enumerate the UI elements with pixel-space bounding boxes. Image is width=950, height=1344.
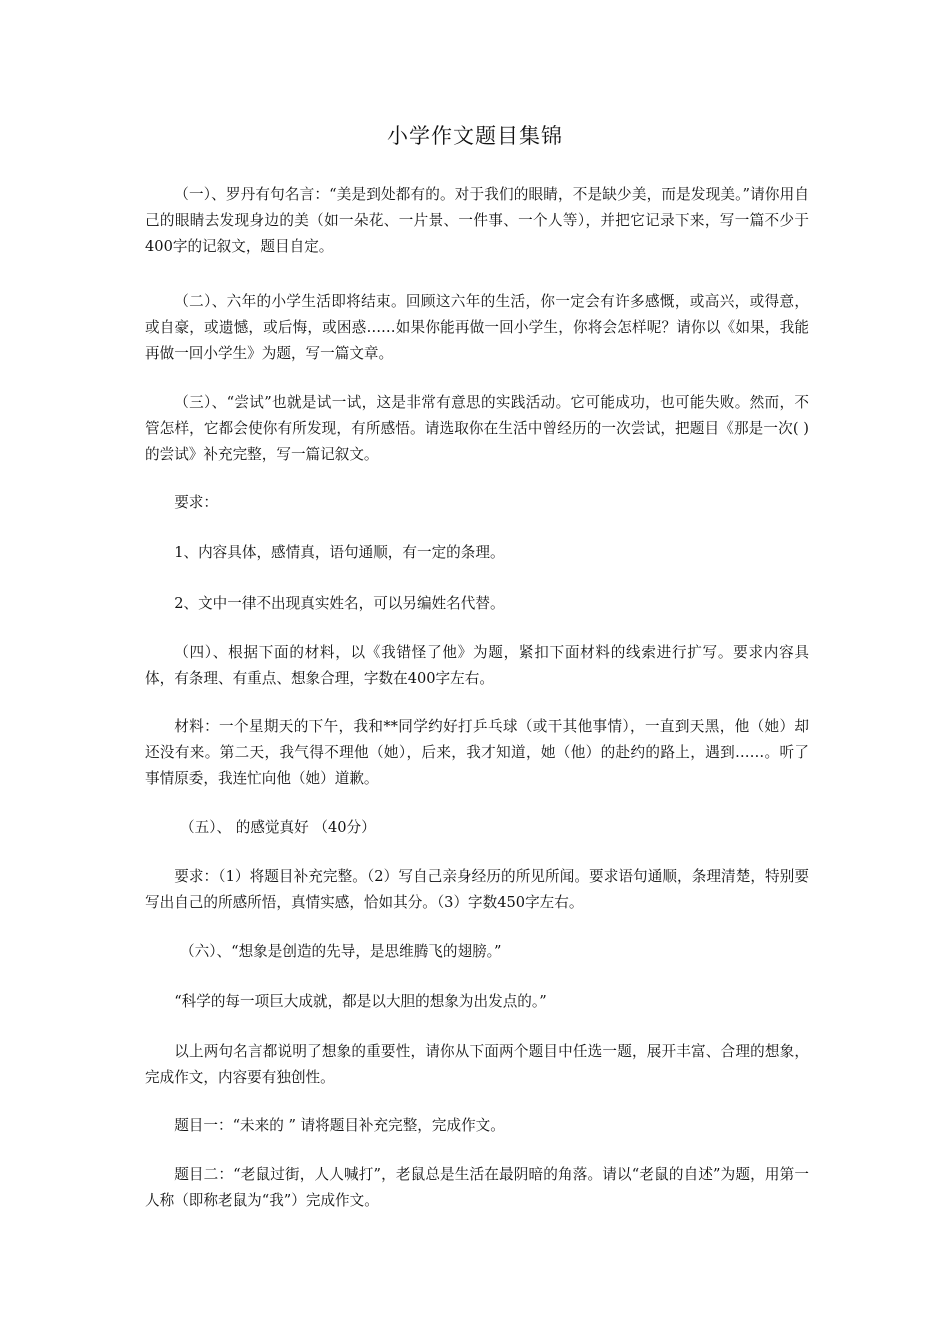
paragraph-topic-6-quote-2: “科学的每一项巨大成就，都是以大胆的想象为出发点的。”: [174, 993, 547, 1010]
paragraph-material: 材料：一个星期天的下午，我和**同学约好打乒乓球（或干其他事情），一直到天黑，他（她）却还没有来。第二天，我气得不理他（她），后来，我才知道，她（他）的赴约的路上，遇到……。听了事情原委，我连忙向他（她）道歉。: [145, 718, 809, 787]
paragraph-topic-3: （三）、“尝试”也就是试一试，这是非常有意思的实践活动。它可能成功，也可能失败。然而，不管怎样，它都会使你有所发现，有所感悟。请选取你在生活中曾经历的一次尝试，把题目《那是一次( )的尝试》补充完整，写一篇记叙文。: [145, 394, 809, 463]
paragraph-requirement-1: 1、内容具体，感情真，语句通顺，有一定的条理。: [174, 544, 505, 561]
document-title: 小学作文题目集锦: [387, 124, 563, 148]
paragraph-requirements-heading: 要求：: [174, 494, 218, 511]
paragraph-topic-6-instructions: 以上两句名言都说明了想象的重要性，请你从下面两个题目中任选一题，展开丰富、合理的想象，完成作文，内容要有独创性。: [145, 1043, 809, 1086]
paragraph-topic-1: （一）、罗丹有句名言：“美是到处都有的。对于我们的眼睛，不是缺少美，而是发现美。”请你用自己的眼睛去发现身边的美（如一朵花、一片景、一件事、一个人等），并把它记录下来，写一篇不少于400字的记叙文，题目自定。: [145, 186, 809, 255]
paragraph-topic-2: （二）、六年的小学生活即将结束。回顾这六年的生活，你一定会有许多感慨，或高兴，或得意，或自豪，或遗憾，或后悔，或困惑……如果你能再做一回小学生，你将会怎样呢？请你以《如果，我能再做一回小学生》为题，写一篇文章。: [145, 293, 809, 362]
paragraph-topic-5: （五）、 的感觉真好 （40分）: [180, 819, 376, 836]
paragraph-topic-4: （四）、根据下面的材料，以《我错怪了他》为题，紧扣下面材料的线索进行扩写。要求内容具体，有条理、有重点、想象合理，字数在400字左右。: [145, 644, 809, 687]
paragraph-topic-6-quote-1: （六）、“想象是创造的先导，是思维腾飞的翅膀。”: [180, 943, 502, 960]
paragraph-requirement-2: 2、文中一律不出现真实姓名，可以另编姓名代替。: [174, 595, 505, 612]
paragraph-topic-5-requirements: 要求：（1）将题目补充完整。（2）写自己亲身经历的所见所闻。要求语句通顺，条理清楚，特别要写出自己的所感所悟，真情实感，恰如其分。（3）字数450字左右。: [145, 868, 809, 911]
paragraph-option-1: 题目一：“未来的 ” 请将题目补充完整，完成作文。: [174, 1117, 505, 1134]
paragraph-option-2: 题目二：“老鼠过街，人人喊打”，老鼠总是生活在最阴暗的角落。请以“老鼠的自述”为题，用第一人称（即称老鼠为“我”）完成作文。: [145, 1166, 809, 1209]
